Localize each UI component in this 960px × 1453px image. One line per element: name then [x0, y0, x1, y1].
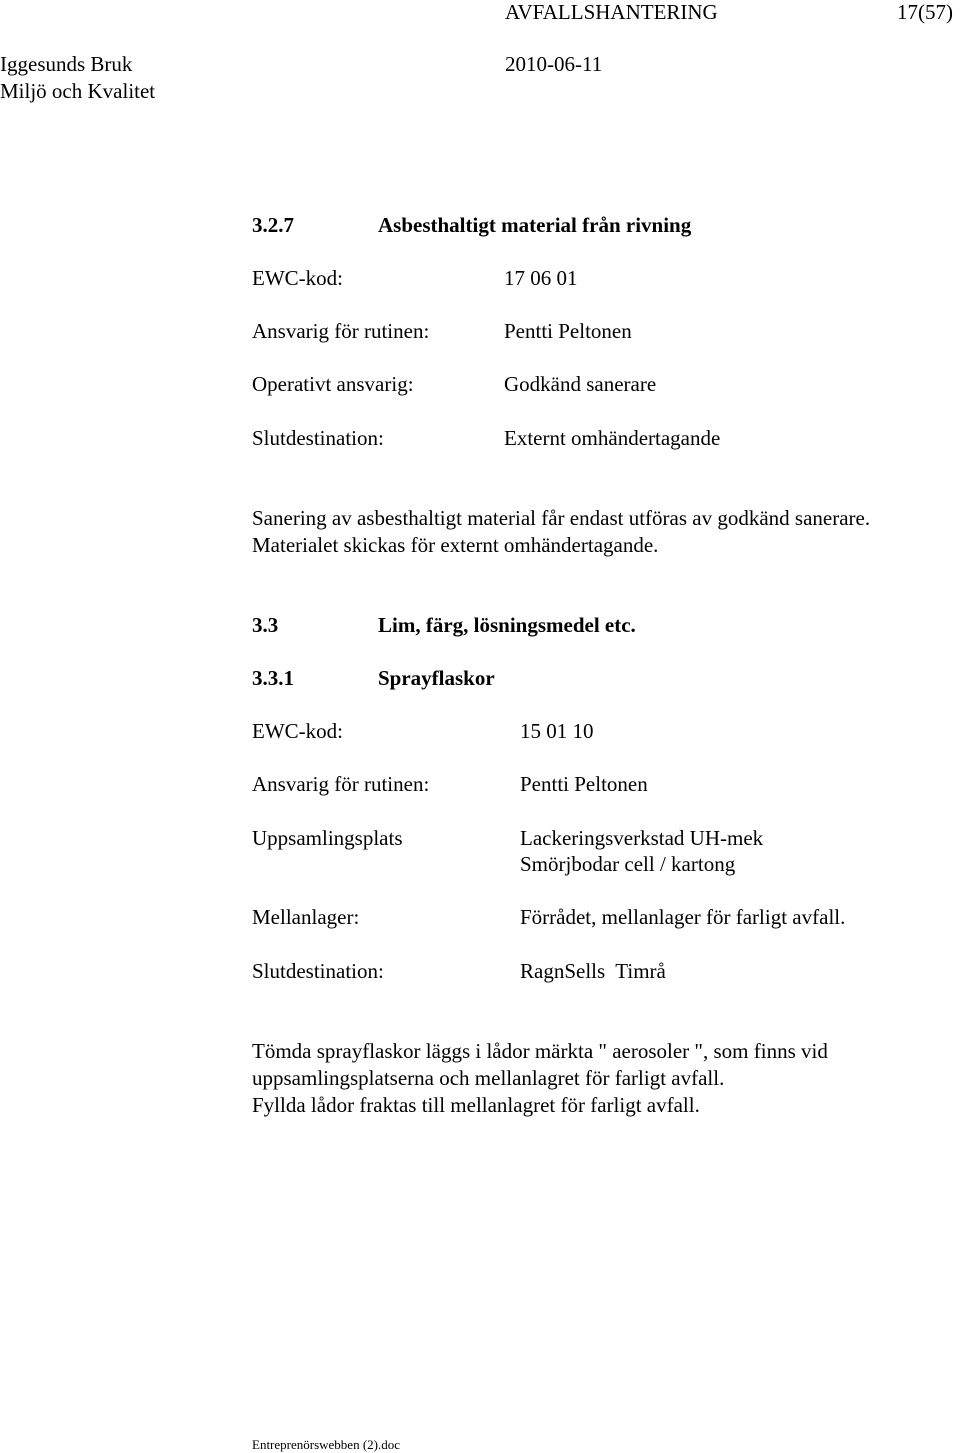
footer-filename: Entreprenörswebben (2).doc [252, 1437, 400, 1452]
body-paragraph-line: Materialet skickas för externt omhändertagande. [252, 533, 659, 557]
field-value: RagnSells Timrå [520, 959, 666, 983]
field-value: Lackeringsverkstad UH-mek [520, 826, 764, 850]
section-heading: Lim, färg, lösningsmedel etc. [378, 613, 636, 637]
section-number: 3.2.7 [252, 213, 294, 237]
field-value: Förrådet, mellanlager för farligt avfall. [520, 905, 846, 929]
section-heading: Asbesthaltigt material från rivning [378, 213, 692, 237]
section-number: 3.3.1 [252, 666, 294, 690]
field-label: Ansvarig för rutinen: [252, 772, 430, 796]
field-label: Operativt ansvarig: [252, 372, 414, 396]
document-date: 2010-06-11 [505, 52, 603, 76]
field-value: Godkänd sanerare [504, 372, 657, 396]
company-name: Iggesunds Bruk [0, 52, 133, 76]
field-label: EWC-kod: [252, 719, 343, 743]
field-label: Uppsamlingsplats [252, 826, 403, 850]
field-label: Slutdestination: [252, 959, 384, 983]
page-number: 17(57) [897, 0, 953, 24]
body-paragraph-line: Sanering av asbesthaltigt material får endast utföras av godkänd sanerare. [252, 506, 871, 530]
field-value-line2: Smörjbodar cell / kartong [520, 852, 736, 876]
section-heading: Sprayflaskor [378, 666, 495, 690]
field-value: 15 01 10 [520, 719, 594, 743]
document-title: AVFALLSHANTERING [505, 0, 718, 24]
field-label: Mellanlager: [252, 905, 360, 929]
field-label: EWC-kod: [252, 266, 343, 290]
field-value: 17 06 01 [504, 266, 578, 290]
field-value: Externt omhändertagande [504, 426, 721, 450]
body-paragraph-line: uppsamlingsplatserna och mellanlagret för farligt avfall. [252, 1066, 725, 1090]
field-value: Pentti Peltonen [504, 319, 632, 343]
field-value: Pentti Peltonen [520, 772, 648, 796]
field-label: Ansvarig för rutinen: [252, 319, 430, 343]
department-name: Miljö och Kvalitet [0, 79, 156, 103]
body-paragraph-line: Tömda sprayflaskor läggs i lådor märkta " aerosoler ", som finns vid [252, 1039, 828, 1063]
body-paragraph-line: Fyllda lådor fraktas till mellanlagret för farligt avfall. [252, 1093, 700, 1117]
section-number: 3.3 [252, 613, 279, 637]
field-label: Slutdestination: [252, 426, 384, 450]
